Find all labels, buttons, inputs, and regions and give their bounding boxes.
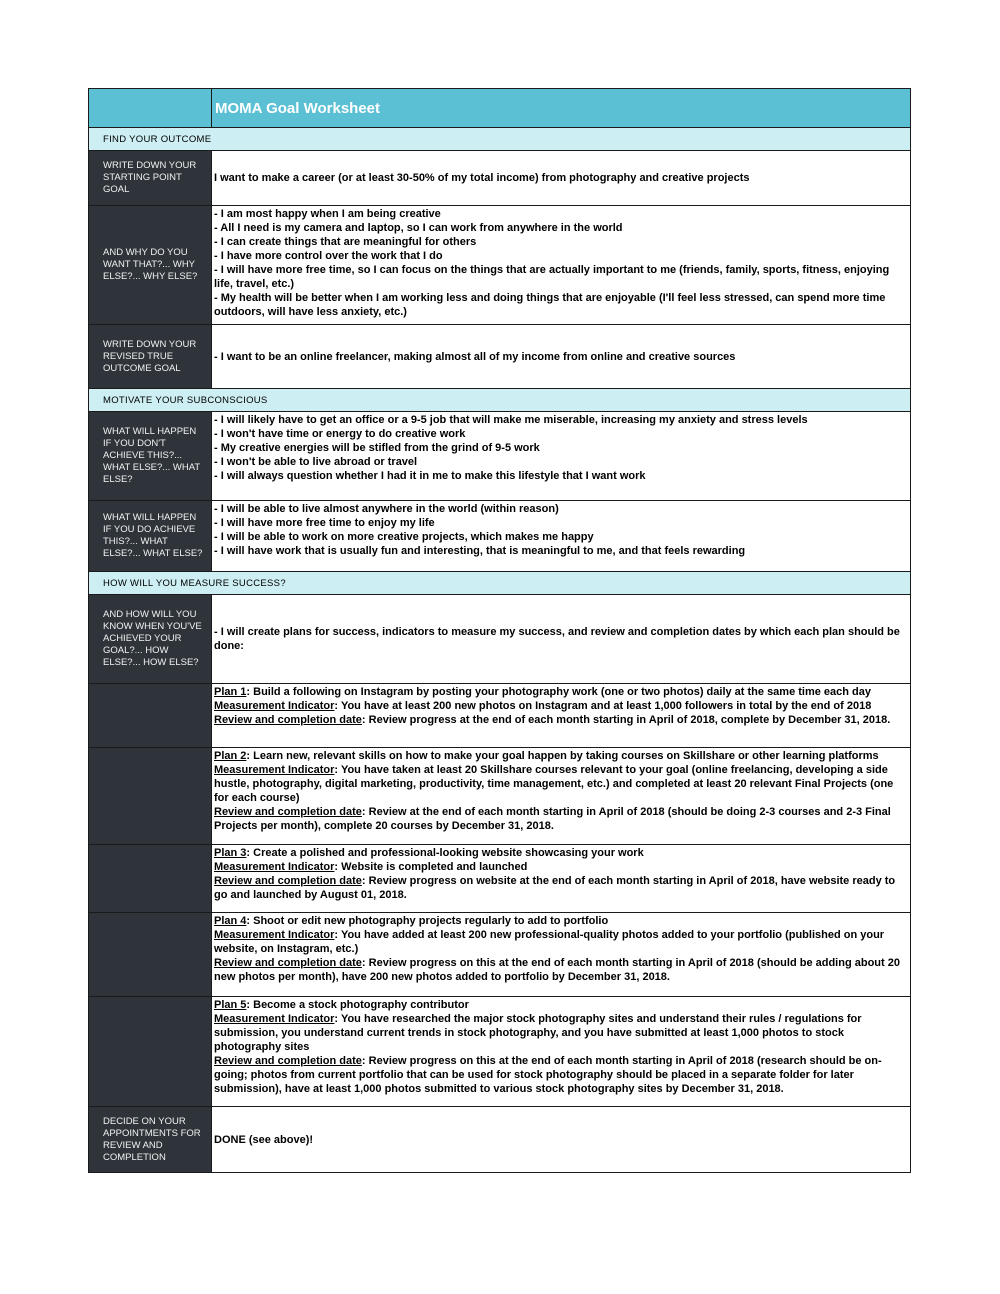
section-header: MOTIVATE YOUR SUBCONSCIOUS: [89, 389, 911, 412]
plan-text: : Learn new, relevant skills on how to make your goal happen by taking courses on Skillshare or other learning platforms: [246, 750, 879, 762]
review-label: Review and completion date: [214, 875, 362, 887]
answer-line: - My health will be better when I am working less and doing things that are enjoyable (I'll feel less stressed, can spend more time outdoors, will have less anxiety, etc.): [214, 292, 886, 318]
plan-line: [214, 749, 900, 763]
answer-cell: DONE (see above)!: [212, 1107, 911, 1173]
answer-line: - I will have more free time to enjoy my life: [214, 517, 435, 529]
measure-line: [214, 928, 900, 956]
plan-label: Plan 5: [214, 999, 247, 1011]
section-measure: [89, 572, 911, 595]
question-label: AND WHY DO YOU WANT THAT?... WHY ELSE?... WHY ELSE?: [89, 206, 212, 325]
plan-cell: [212, 684, 911, 748]
section-header: HOW WILL YOU MEASURE SUCCESS?: [89, 572, 911, 595]
plan-line: [214, 685, 900, 699]
review-label: Review and completion date: [214, 806, 362, 818]
row-plan-5: [89, 997, 911, 1107]
review-text: : Review progress on website at the end of each month starting in April of 2018, have website ready to go and launched by August 01, 2018.: [214, 875, 896, 901]
plan-line: [214, 914, 900, 928]
answer-line: - I won't be able to live abroad or travel: [214, 456, 418, 468]
review-line: [214, 805, 900, 833]
answer-line: - I won't have time or energy to do creative work: [214, 428, 466, 440]
answer-line: - All I need is my camera and laptop, so I can work from anywhere in the world: [214, 222, 623, 234]
plan-cell: [212, 748, 911, 845]
review-text: : Review progress on this at the end of each month starting in April of 2018 (should be adding about 20 new photos per month), have 200 new photos added to portfolio by December 31, 2018.: [214, 957, 900, 983]
review-text: : Review progress on this at the end of each month starting in April of 2018 (research should be on-going; photos from current portfolio that can be used for stock photography should be placed in a separate folder for later submission), have at least 1,000 photos submitted to various stock photography sites by December 31, 2018.: [214, 1055, 882, 1095]
answer-line: - I will have more free time, so I can focus on the things that are actually important to me (friends, family, sports, fitness, enjoying life, travel, etc.): [214, 264, 890, 290]
plan-text: : Shoot or edit new photography projects regularly to add to portfolio: [246, 915, 609, 927]
question-label-empty: [89, 684, 212, 748]
answer-cell: [212, 206, 911, 325]
answer-cell: [212, 412, 911, 501]
question-label-empty: [89, 913, 212, 997]
answer-line: - I am most happy when I am being creative: [214, 208, 441, 220]
row-why: [89, 206, 911, 325]
plan-label: Plan 4: [214, 915, 247, 927]
plan-line: [214, 998, 900, 1012]
review-line: [214, 874, 900, 902]
title-left-cell: [89, 89, 212, 128]
goal-worksheet-table: [88, 88, 911, 1173]
answer-cell: - I want to be an online freelancer, making almost all of my income from online and creative sources: [212, 325, 911, 389]
worksheet-title: MOMA Goal Worksheet: [212, 89, 911, 128]
plan-text: : Create a polished and professional-looking website showcasing your work: [246, 847, 644, 859]
plan-label: Plan 1: [214, 686, 247, 698]
measure-label: Measurement Indicator: [214, 929, 335, 941]
question-label-empty: [89, 748, 212, 845]
row-starting-goal: [89, 151, 911, 206]
answer-cell: [212, 501, 911, 572]
plan-label: Plan 2: [214, 750, 247, 762]
title-row: [89, 89, 911, 128]
row-know: [89, 595, 911, 684]
answer-line: - I can create things that are meaningful for others: [214, 236, 477, 248]
review-label: Review and completion date: [214, 1055, 362, 1067]
answer-line: - I have more control over the work that I do: [214, 250, 443, 262]
question-label-empty: [89, 997, 212, 1107]
review-text: : Review at the end of each month starting in April of 2018 (should be doing 2-3 courses and 2-3 Final Projects per month), complete 20 courses by December 31, 2018.: [214, 806, 891, 832]
answer-line: - My creative energies will be stifled from the grind of 9-5 work: [214, 442, 540, 454]
answer-line: - I will have work that is usually fun and interesting, that is meaningful to me, and that feels rewarding: [214, 545, 746, 557]
answer-line: - I will likely have to get an office or a 9-5 job that will make me miserable, increasing my anxiety and stress levels: [214, 414, 808, 426]
question-label: WRITE DOWN YOUR STARTING POINT GOAL: [89, 151, 212, 206]
plan-cell: [212, 913, 911, 997]
row-plan-1: [89, 684, 911, 748]
row-appointments: [89, 1107, 911, 1173]
measure-text: : You have added at least 200 new professional-quality photos added to your portfolio (published on your website, on Instagram, etc.): [214, 929, 885, 955]
question-label: WHAT WILL HAPPEN IF YOU DO ACHIEVE THIS?... WHAT ELSE?... WHAT ELSE?: [89, 501, 212, 572]
review-line: [214, 1054, 900, 1096]
measure-label: Measurement Indicator: [214, 1013, 335, 1025]
row-plan-2: [89, 748, 911, 845]
measure-line: [214, 1012, 900, 1054]
section-find-outcome: [89, 128, 911, 151]
row-revised-goal: [89, 325, 911, 389]
measure-text: : You have taken at least 20 Skillshare courses relevant to your goal (online freelancing, developing a side hustle, photography, digital marketing, productivity, time management, etc.) and completed at least 20 relevant Final Projects (one for each course): [214, 764, 894, 804]
measure-label: Measurement Indicator: [214, 700, 335, 712]
answer-line: - I will be able to live almost anywhere in the world (within reason): [214, 503, 559, 515]
measure-line: [214, 763, 900, 805]
plan-text: : Become a stock photography contributor: [246, 999, 469, 1011]
measure-line: [214, 699, 900, 713]
question-label: AND HOW WILL YOU KNOW WHEN YOU'VE ACHIEVED YOUR GOAL?... HOW ELSE?... HOW ELSE?: [89, 595, 212, 684]
plan-line: [214, 846, 900, 860]
review-text: : Review progress at the end of each month starting in April of 2018, complete by December 31, 2018.: [361, 714, 891, 726]
measure-label: Measurement Indicator: [214, 861, 335, 873]
answer-cell: I want to make a career (or at least 30-50% of my total income) from photography and creative projects: [212, 151, 911, 206]
measure-line: [214, 860, 900, 874]
answer-cell: - I will create plans for success, indicators to measure my success, and review and completion dates by which each plan should be done:: [212, 595, 911, 684]
section-header: FIND YOUR OUTCOME: [89, 128, 911, 151]
row-do-achieve: [89, 501, 911, 572]
row-plan-3: [89, 845, 911, 913]
answer-line: - I will always question whether I had it in me to make this lifestyle that I want work: [214, 470, 646, 482]
row-plan-4: [89, 913, 911, 997]
measure-text: : You have at least 200 new photos on Instagram and at least 1,000 followers in total by the end of 2018: [334, 700, 872, 712]
measure-label: Measurement Indicator: [214, 764, 335, 776]
review-label: Review and completion date: [214, 714, 362, 726]
review-line: [214, 956, 900, 984]
section-motivate: [89, 389, 911, 412]
plan-cell: [212, 997, 911, 1107]
measure-text: : Website is completed and launched: [334, 861, 528, 873]
plan-label: Plan 3: [214, 847, 247, 859]
answer-line: - I will be able to work on more creative projects, which makes me happy: [214, 531, 594, 543]
measure-text: : You have researched the major stock photography sites and understand their rules / regulations for submission, you understand current trends in stock photography, and you have submitted at least 1,000 photos to stock photography sites: [214, 1013, 862, 1053]
question-label: WHAT WILL HAPPEN IF YOU DON'T ACHIEVE THIS?... WHAT ELSE?... WHAT ELSE?: [89, 412, 212, 501]
review-label: Review and completion date: [214, 957, 362, 969]
review-line: [214, 713, 900, 727]
plan-text: : Build a following on Instagram by posting your photography work (one or two photos) daily at the same time each day: [246, 686, 872, 698]
row-dont-achieve: [89, 412, 911, 501]
question-label: WRITE DOWN YOUR REVISED TRUE OUTCOME GOAL: [89, 325, 212, 389]
question-label: DECIDE ON YOUR APPOINTMENTS FOR REVIEW AND COMPLETION: [89, 1107, 212, 1173]
question-label-empty: [89, 845, 212, 913]
plan-cell: [212, 845, 911, 913]
